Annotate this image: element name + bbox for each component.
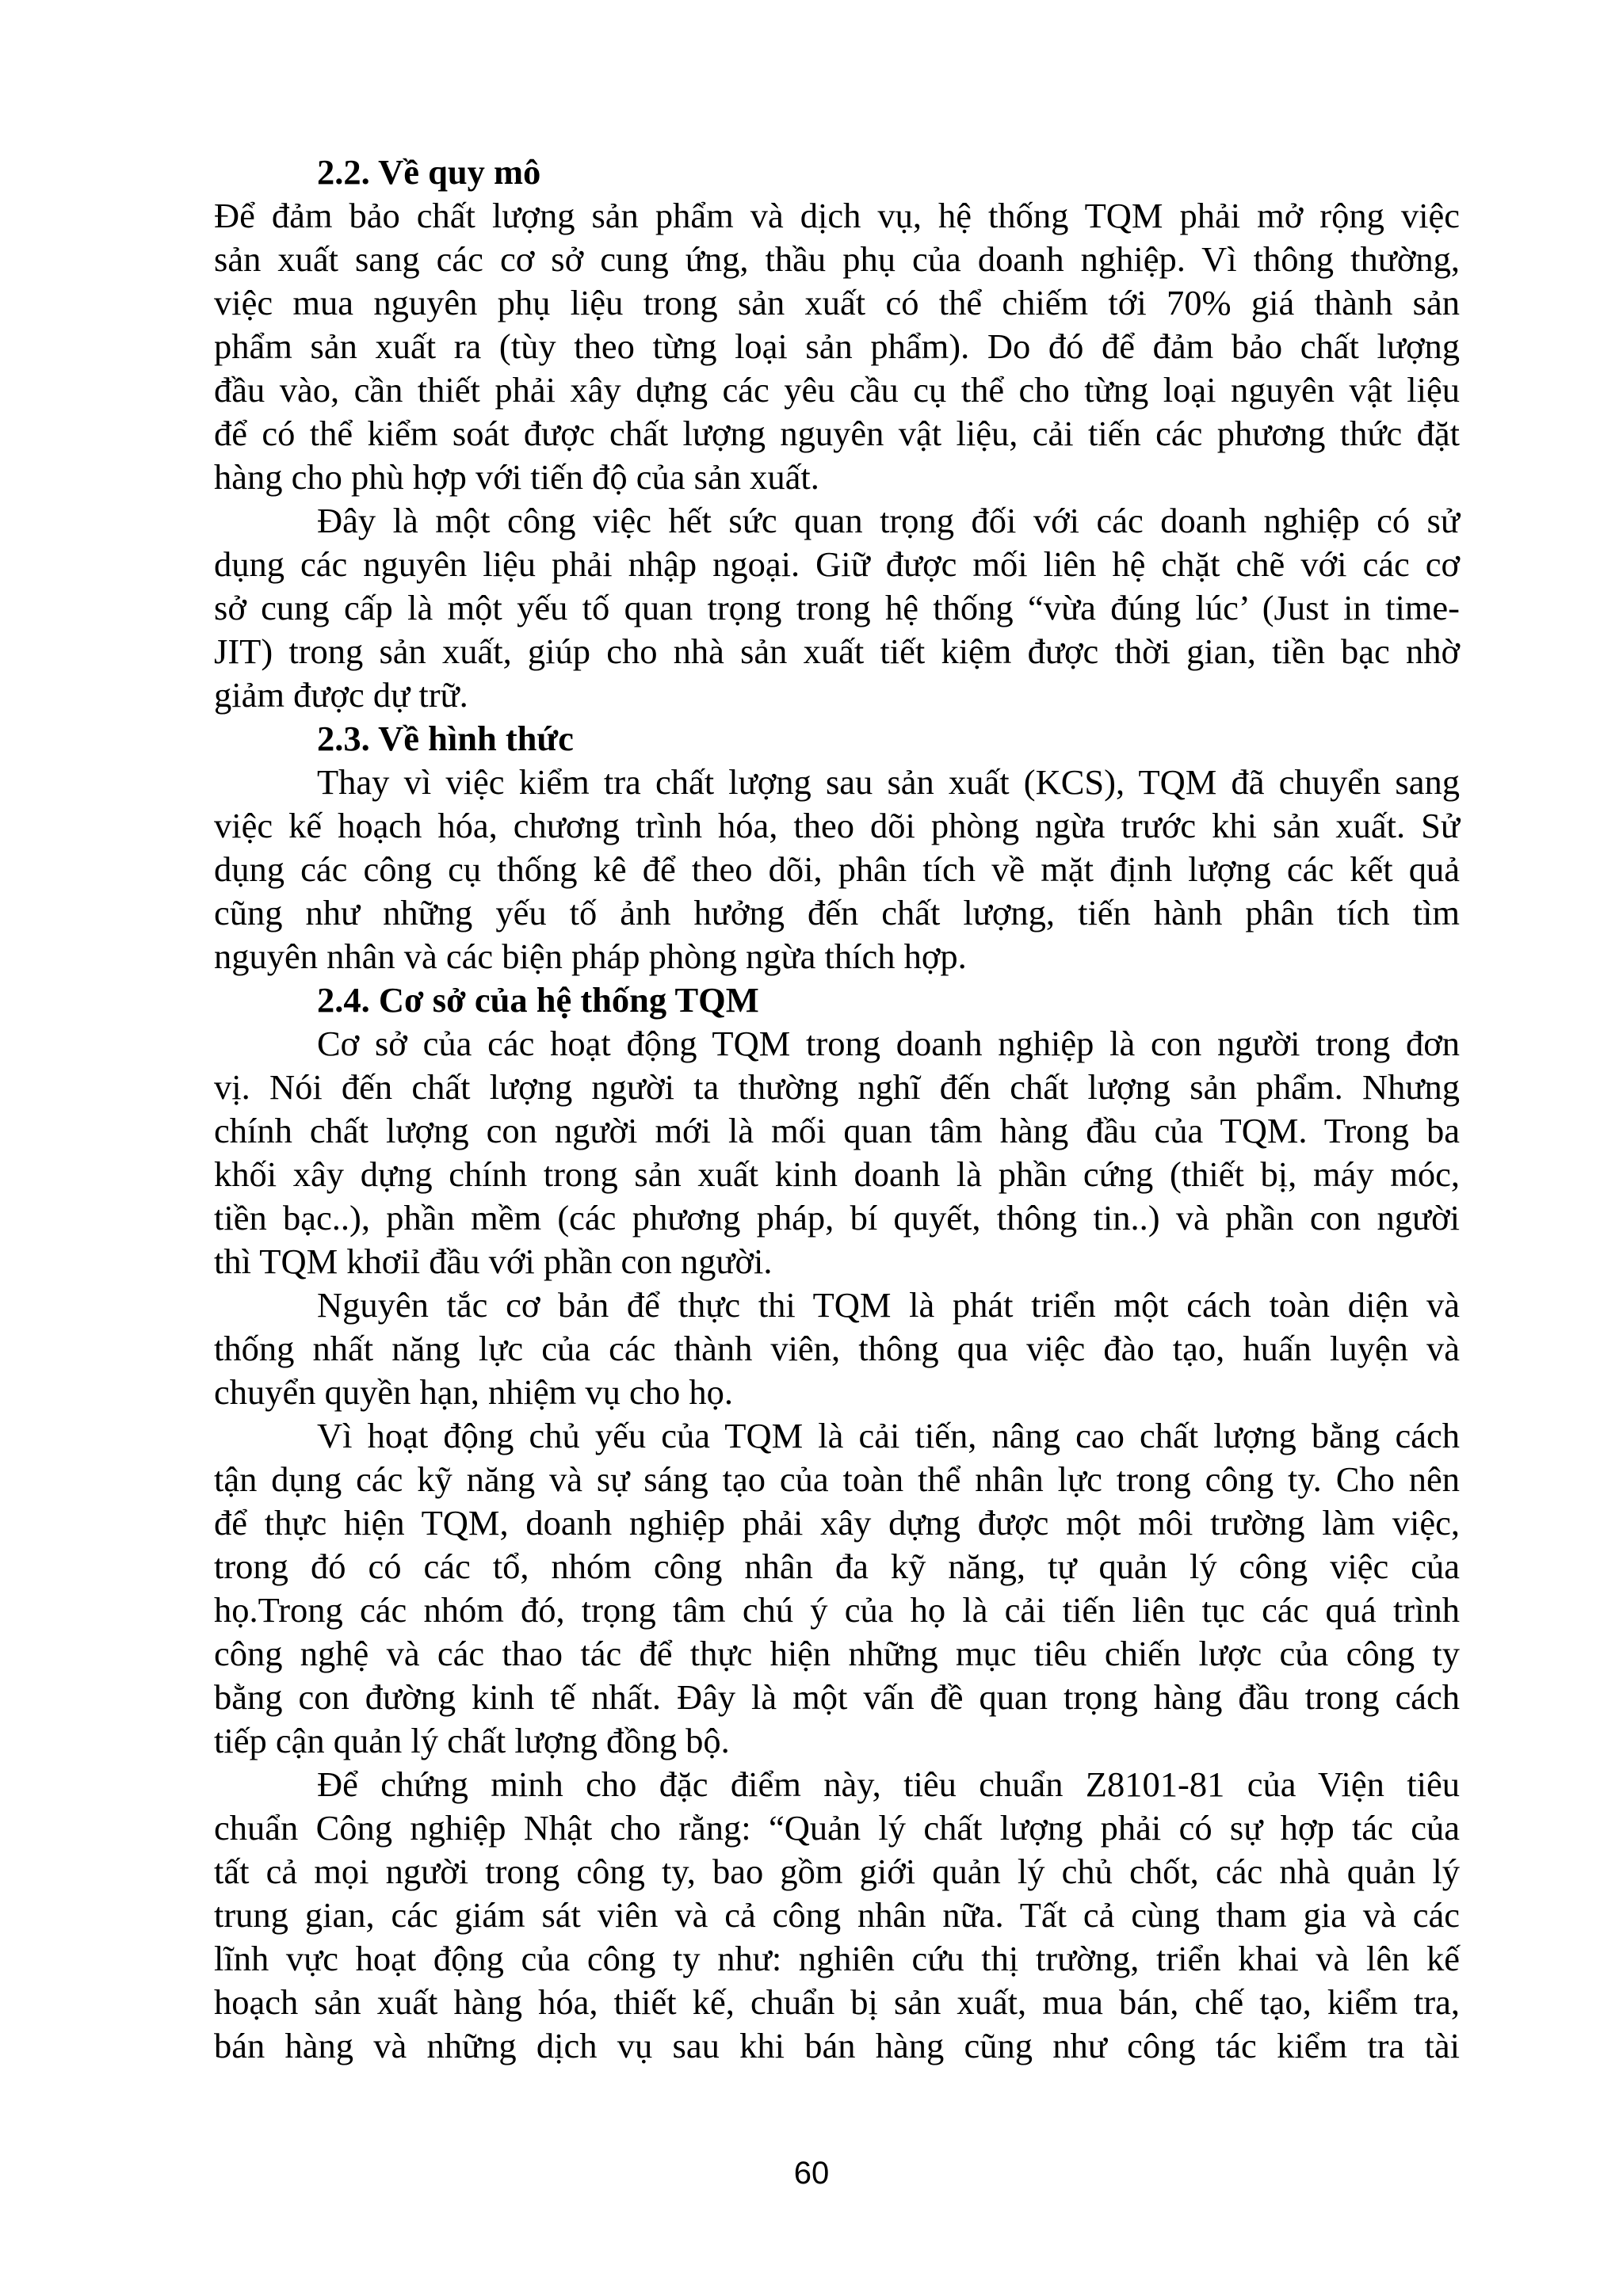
text-line: bằng con đường kinh tế nhất. Đây là một vấn đề quan trọng hàng đầu trong cách <box>214 1677 1460 1717</box>
text-line: để có thể kiểm soát được chất lượng nguyên vật liệu, cải tiến các phương thức đặt <box>214 414 1460 453</box>
text-line: chuyển quyền hạn, nhiệm vụ cho họ. <box>214 1372 733 1412</box>
text-line: lĩnh vực hoạt động của công ty như: nghiên cứu thị trường, triển khai và lên kế <box>214 1939 1460 1978</box>
text-line: việc kế hoạch hóa, chương trình hóa, theo dõi phòng ngừa trước khi sản xuất. Sử <box>214 806 1460 845</box>
text-line: họ.Trong các nhóm đó, trọng tâm chú ý của họ là cải tiến liên tục các quá trình <box>214 1590 1460 1630</box>
text-line: công nghệ và các thao tác để thực hiện những mục tiêu chiến lược của công ty <box>214 1634 1460 1673</box>
text-line: dụng các công cụ thống kê để theo dõi, phân tích về mặt định lượng các kết quả <box>214 849 1460 889</box>
text-line: hàng cho phù hợp với tiến độ của sản xuất. <box>214 457 819 497</box>
text-line: trung gian, các giám sát viên và cả công nhân nữa. Tất cả cùng tham gia và các <box>214 1895 1460 1935</box>
section-heading: 2.3. Về hình thức <box>317 719 574 758</box>
text-line: nguyên nhân và các biện pháp phòng ngừa thích hợp. <box>214 936 967 976</box>
page-number: 60 <box>793 2156 830 2191</box>
text-line: để thực hiện TQM, doanh nghiệp phải xây dựng được một môi trường làm việc, <box>214 1503 1460 1543</box>
text-line: hoạch sản xuất hàng hóa, thiết kế, chuẩn bị sản xuất, mua bán, chế tạo, kiểm tra, <box>214 1982 1460 2022</box>
text-line: đầu vào, cần thiết phải xây dựng các yêu cầu cụ thể cho từng loại nguyên vật liệu <box>214 370 1460 410</box>
text-line: Cơ sở của các hoạt động TQM trong doanh nghiệp là con người trong đơn <box>317 1024 1460 1063</box>
text-line: thì TQM khơiỉ đầu với phần con người. <box>214 1241 773 1281</box>
text-line: Để đảm bảo chất lượng sản phẩm và dịch vụ, hệ thống TQM phải mở rộng việc <box>214 196 1460 235</box>
text-line: khối xây dựng chính trong sản xuất kinh doanh là phần cứng (thiết bị, máy móc, <box>214 1154 1460 1194</box>
section-heading: 2.2. Về quy mô <box>317 152 541 192</box>
text-line: thống nhất năng lực của các thành viên, thông qua việc đào tạo, huấn luyện và <box>214 1329 1460 1368</box>
text-line: Vì hoạt động chủ yếu của TQM là cải tiến, nâng cao chất lượng bằng cách <box>317 1416 1460 1455</box>
section-heading: 2.4. Cơ sở của hệ thống TQM <box>317 980 759 1020</box>
text-line: tất cả mọi người trong công ty, bao gồm giới quản lý chủ chốt, các nhà quản lý <box>214 1852 1460 1891</box>
text-line: dụng các nguyên liệu phải nhập ngoại. Giữ được mối liên hệ chặt chẽ với các cơ <box>214 544 1460 584</box>
text-line: sở cung cấp là một yếu tố quan trọng trong hệ thống “vừa đúng lúc’ (Just in time- <box>214 588 1460 627</box>
text-line: sản xuất sang các cơ sở cung ứng, thầu phụ của doanh nghiệp. Vì thông thường, <box>214 239 1460 279</box>
text-line: việc mua nguyên phụ liệu trong sản xuất có thể chiếm tới 70% giá thành sản <box>214 283 1460 322</box>
text-line: tiếp cận quản lý chất lượng đồng bộ. <box>214 1721 730 1760</box>
text-line: tiền bạc..), phần mềm (các phương pháp, bí quyết, thông tin..) và phần con người <box>214 1198 1460 1238</box>
text-line: bán hàng và những dịch vụ sau khi bán hàng cũng như công tác kiểm tra tài <box>214 2026 1460 2065</box>
text-line: tận dụng các kỹ năng và sự sáng tạo của toàn thể nhân lực trong công ty. Cho nên <box>214 1459 1460 1499</box>
text-line: chuẩn Công nghiệp Nhật cho rằng: “Quản lý chất lượng phải có sự hợp tác của <box>214 1808 1460 1848</box>
text-line: Đây là một công việc hết sức quan trọng đối với các doanh nghiệp có sử <box>317 501 1460 540</box>
text-line: trong đó có các tổ, nhóm công nhân đa kỹ năng, tự quản lý công việc của <box>214 1547 1460 1586</box>
text-line: vị. Nói đến chất lượng người ta thường nghĩ đến chất lượng sản phẩm. Nhưng <box>214 1067 1460 1107</box>
text-line: Thay vì việc kiểm tra chất lượng sau sản xuất (KCS), TQM đã chuyển sang <box>317 762 1460 802</box>
body-text <box>214 151 1460 2068</box>
text-line: JIT) trong sản xuất, giúp cho nhà sản xuất tiết kiệm được thời gian, tiền bạc nhờ <box>214 631 1460 671</box>
text-line: Nguyên tắc cơ bản để thực thi TQM là phát triển một cách toàn diện và <box>317 1285 1460 1325</box>
text-line: giảm được dự trữ. <box>214 675 468 715</box>
text-line: phẩm sản xuất ra (tùy theo từng loại sản phẩm). Do đó để đảm bảo chất lượng <box>214 326 1460 366</box>
text-line: chính chất lượng con người mới là mối quan tâm hàng đầu của TQM. Trong ba <box>214 1111 1460 1150</box>
text-line: cũng như những yếu tố ảnh hưởng đến chất lượng, tiến hành phân tích tìm <box>214 893 1460 933</box>
text-line: Để chứng minh cho đặc điểm này, tiêu chuẩn Z8101-81 của Viện tiêu <box>317 1764 1460 1804</box>
